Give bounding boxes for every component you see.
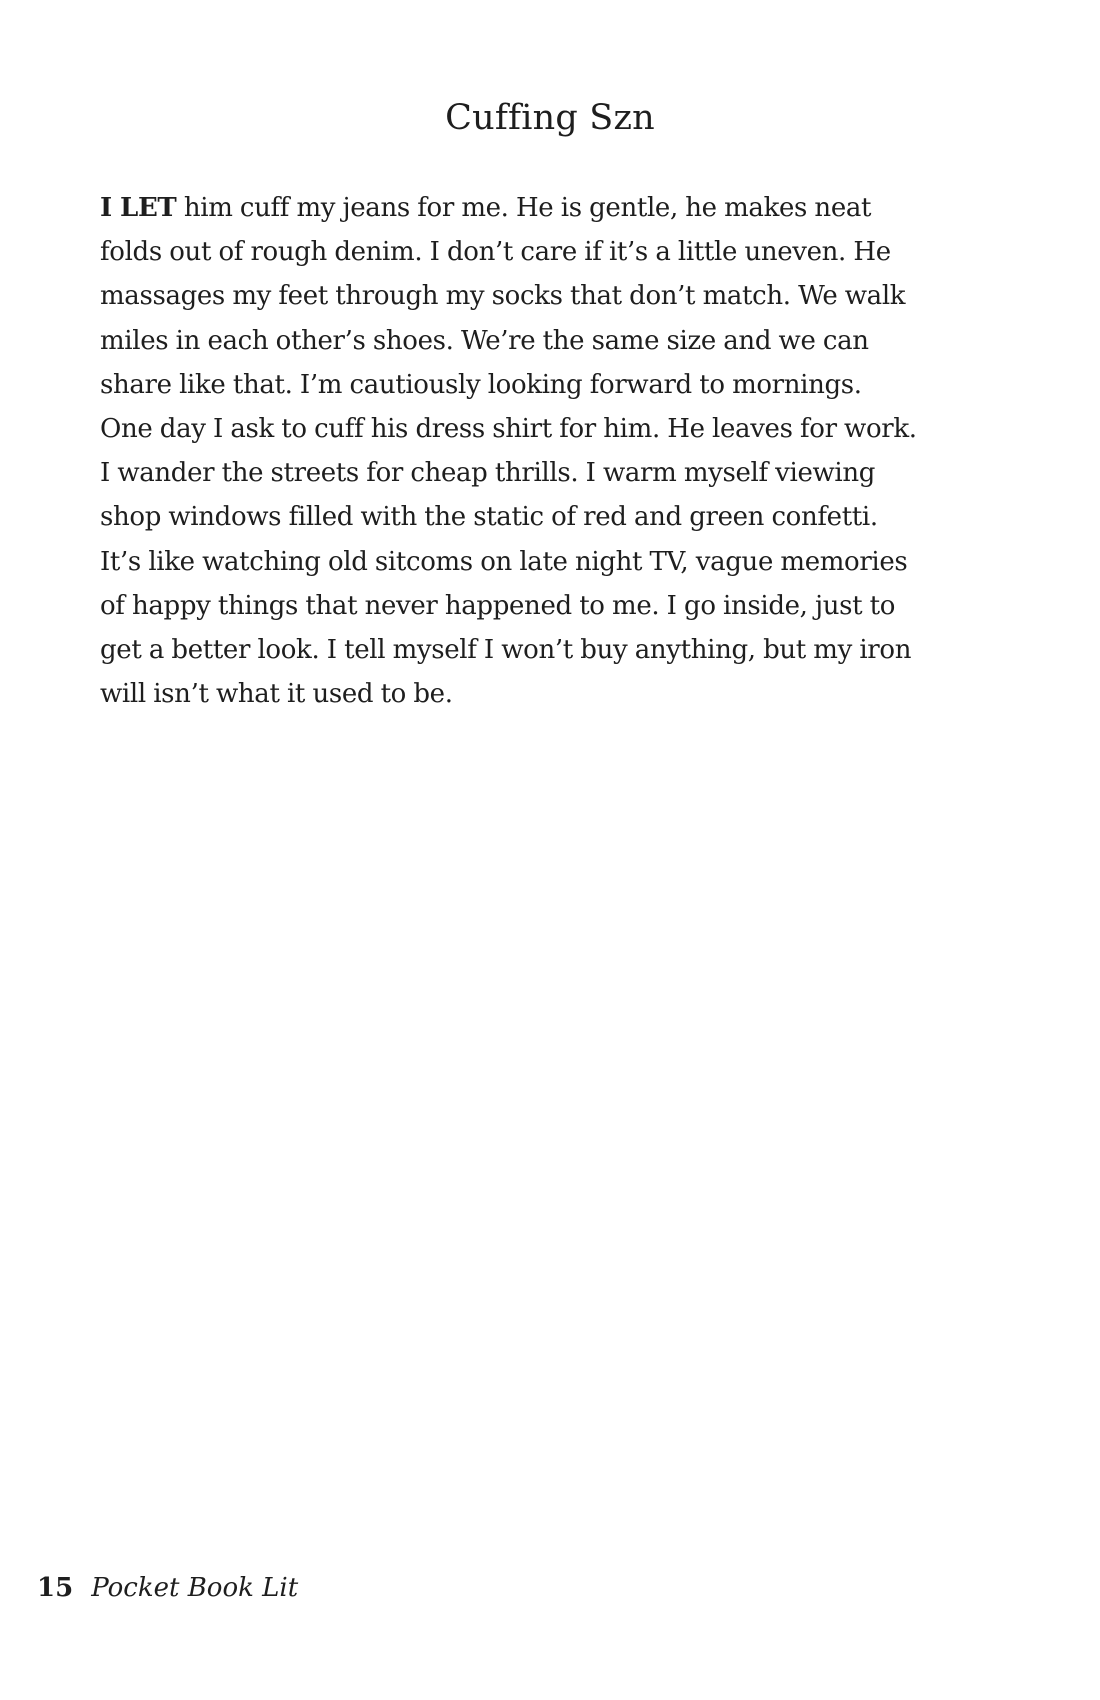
- text-line: shop windows filled with the static of red and green confetti.: [100, 502, 878, 533]
- text-line: [100, 186, 1000, 230]
- running-title: Pocket Book Lit: [91, 1573, 299, 1603]
- text-line: One day I ask to cuff his dress shirt for him. He leaves for work.: [100, 414, 917, 445]
- page-title: Cuffing Szn: [445, 98, 655, 138]
- lead-in-text: I LET: [100, 193, 177, 223]
- text-line: miles in each other’s shoes. We’re the same size and we can: [100, 325, 869, 356]
- text-line: get a better look. I tell myself I won’t buy anything, but my iron: [100, 635, 912, 666]
- page-number: 15: [37, 1573, 74, 1603]
- text-line: share like that. I’m cautiously looking forward to mornings.: [100, 369, 862, 400]
- text-line: of happy things that never happened to me. I go inside, just to: [100, 590, 896, 621]
- text-line-content: him cuff my jeans for me. He is gentle, he makes neat: [176, 193, 872, 223]
- text-line: folds out of rough denim. I don’t care if it’s a little uneven. He: [100, 237, 891, 268]
- prose-paragraph: [100, 186, 1000, 716]
- text-line: I wander the streets for cheap thrills. I warm myself viewing: [100, 458, 876, 489]
- text-line: massages my feet through my socks that don’t match. We walk: [100, 281, 906, 312]
- page-footer: [37, 1571, 298, 1605]
- text-line: It’s like watching old sitcoms on late night TV, vague memories: [100, 546, 908, 577]
- text-line: will isn’t what it used to be.: [100, 679, 453, 710]
